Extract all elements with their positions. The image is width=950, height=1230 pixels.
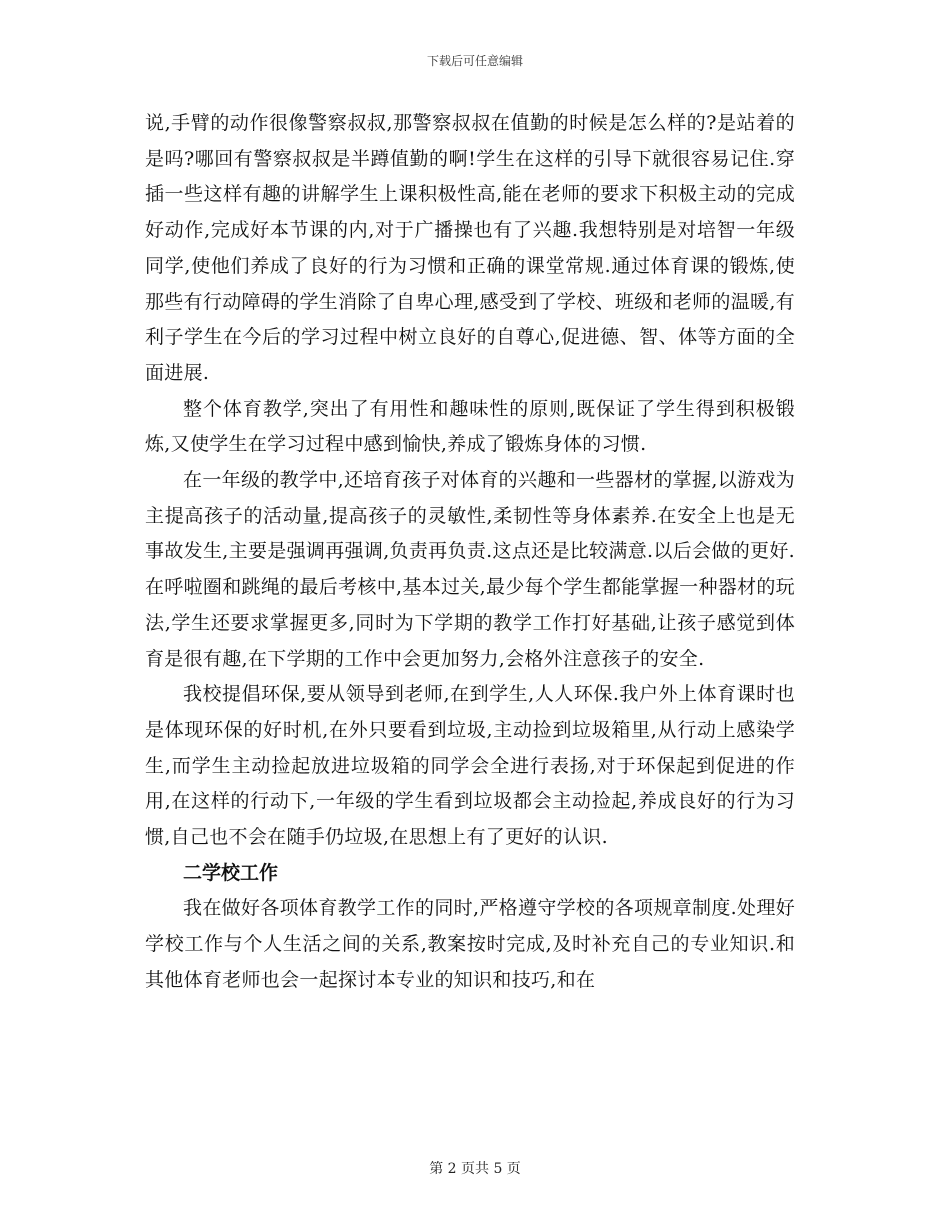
section-heading-school-work: 二学校工作 [183,861,279,884]
document-body [145,106,795,999]
paragraph-first-grade: 在一年级的教学中,还培育孩子对体育的兴趣和一些器材的掌握,以游戏为主提高孩子的活动量,提高孩子的灵敏性,柔韧性等身体素养.在安全上也是无事故发生,主要是强调再强调,负责再负责.这点还是比较满意.以后会做的更好.在呼啦圈和跳绳的最后考核中,基本过关,最少每个学生都能掌握一种器材的玩法,学生还要求掌握更多,同时为下学期的教学工作打好基础,让孩子感觉到体育是很有趣,在下学期的工作中会更加努力,会格外注意孩子的安全. [145,469,795,670]
paragraph-environment: 我校提倡环保,要从领导到老师,在到学生,人人环保.我户外上体育课时也是体现环保的好时机,在外只要看到垃圾,主动捡到垃圾箱里,从行动上感染学生,而学生主动捡起放进垃圾箱的同学会全进行表扬,对于环保起到促进的作用,在这样的行动下,一年级的学生看到垃圾都会主动捡起,养成良好的行为习惯,自己也不会在随手仍垃圾,在思想上有了更好的认识. [145,683,795,849]
page-header: 下载后可任意编辑 [426,54,523,68]
paragraph-continuation: 说,手臂的动作很像警察叔叔,那警察叔叔在值勤的时候是怎么样的?是站着的是吗?哪回有警察叔叔是半蹲值勤的啊!学生在这样的引导下就很容易记住.穿插一些这样有趣的讲解学生上课积极性高,能在老师的要求下积极主动的完成好动作,完成好本节课的内,对于广播操也有了兴趣.我想特别是对培智一年级同学,使他们养成了良好的行为习惯和正确的课堂常规.通过体育课的锻炼,使那些有行动障碍的学生消除了自卑心理,感受到了学校、班级和老师的温暖,有利子学生在今后的学习过程中树立良好的自尊心,促进德、智、体等方面的全面进展. [145,112,795,384]
page-number: 第 2 页共 5 页 [429,1161,521,1177]
paragraph-school-work: 我在做好各项体育教学工作的同时,严格遵守学校的各项规章制度.处理好学校工作与个人生活之间的关系,教案按时完成,及时补充自己的专业知识.和其他体育老师也会一起探讨本专业的知识和技巧,和在 [145,897,795,991]
paragraph-teaching-summary: 整个体育教学,突出了有用性和趣味性的原则,既保证了学生得到积极锻炼,又使学生在学习过程中感到愉快,养成了锻炼身体的习惯. [145,397,795,456]
